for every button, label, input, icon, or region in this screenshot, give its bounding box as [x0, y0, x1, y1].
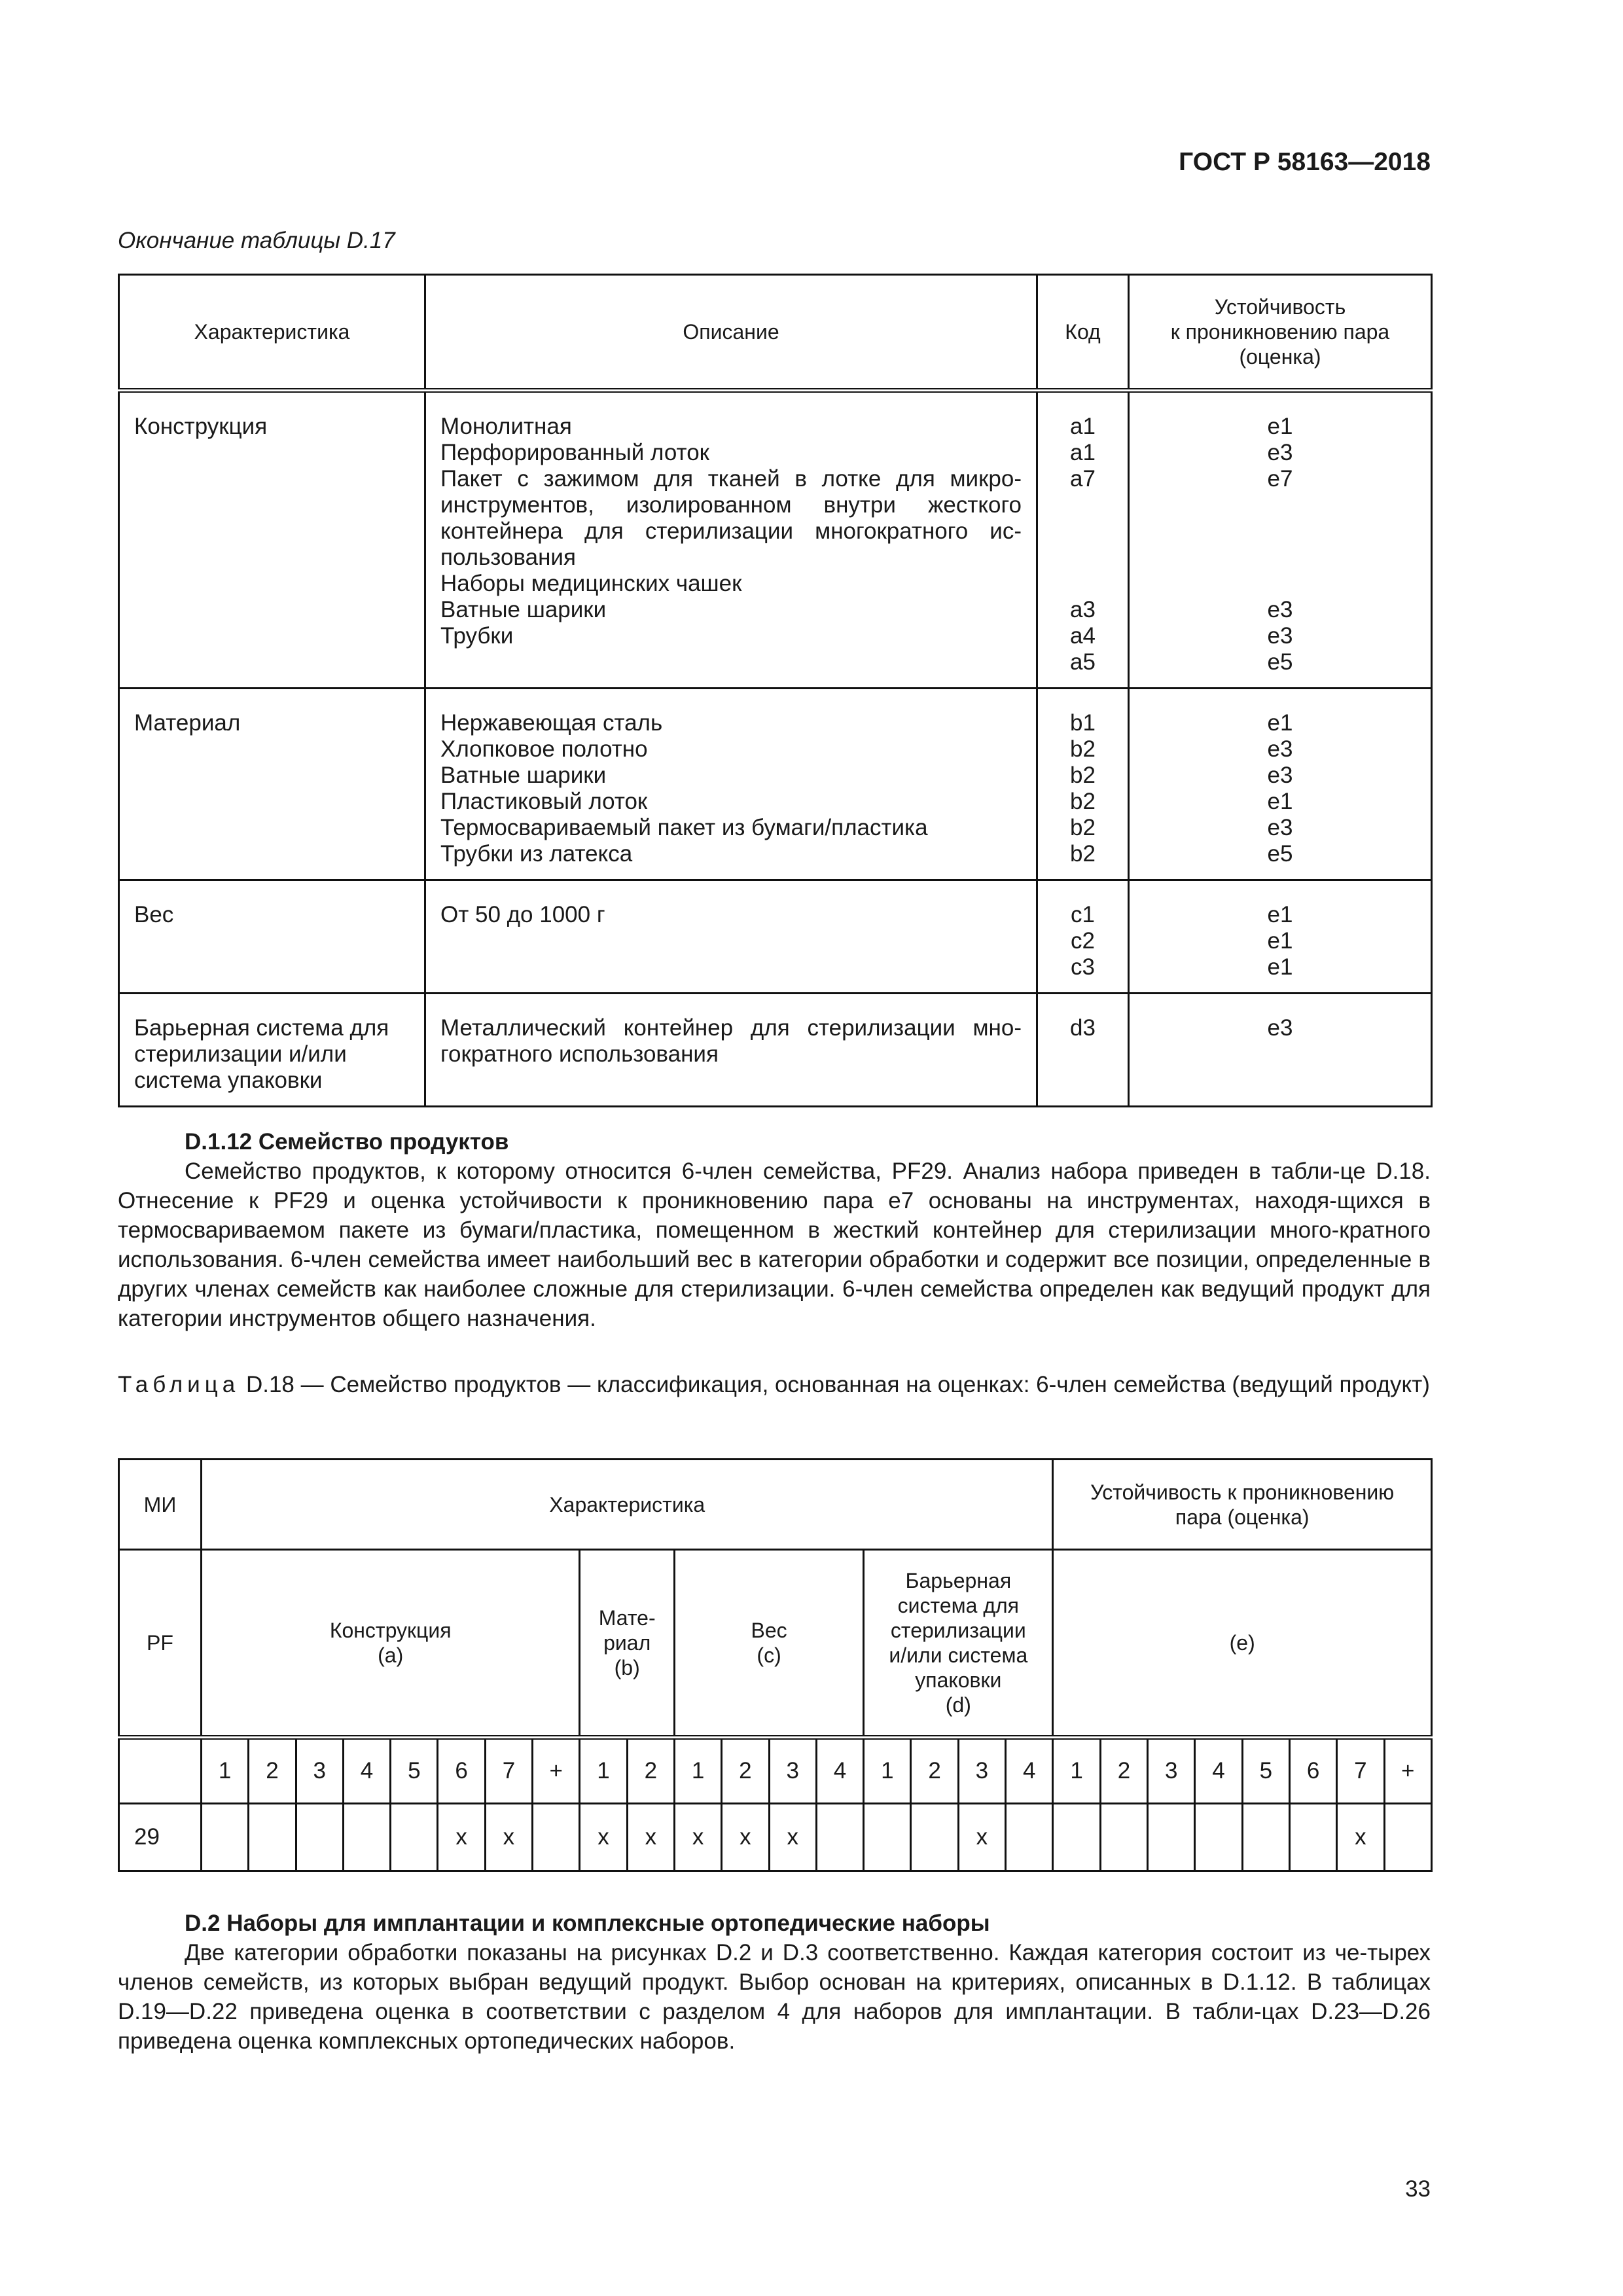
- cell-results: e3: [1129, 994, 1432, 1107]
- cell-characteristic: Конструкция: [119, 391, 425, 689]
- col-number: 1: [1053, 1738, 1100, 1804]
- col-number: 3: [958, 1738, 1005, 1804]
- col-number: 4: [343, 1738, 390, 1804]
- table-d18-caption: Таблица D.18 — Семейство продуктов — классификация, основанная на оценках: 6-член семейства (ведущий продукт): [118, 1372, 1430, 1397]
- col-number: 4: [1195, 1738, 1242, 1804]
- page-number: 33: [1405, 2176, 1431, 2202]
- mark-cell: [249, 1804, 296, 1871]
- group-material: Мате- риал (b): [580, 1550, 675, 1738]
- table-row: [119, 880, 1432, 994]
- mark-cell: [864, 1804, 911, 1871]
- col-number: 1: [580, 1738, 627, 1804]
- col-number: 4: [816, 1738, 863, 1804]
- mark-cell: [296, 1804, 343, 1871]
- col-number: 5: [391, 1738, 438, 1804]
- cell-description: От 50 до 1000 г: [425, 880, 1037, 994]
- header-resistance: Устойчивость к проникновению пара (оценка): [1053, 1460, 1431, 1550]
- col-number: 2: [722, 1738, 769, 1804]
- group-resistance: (e): [1053, 1550, 1431, 1738]
- mark-cell: [391, 1804, 438, 1871]
- col-number: 2: [627, 1738, 674, 1804]
- table-d17-continuation: [118, 274, 1433, 1107]
- col-number: 2: [911, 1738, 958, 1804]
- table-d18: [118, 1458, 1433, 1872]
- mark-cell: x: [769, 1804, 816, 1871]
- mark-cell: [1384, 1804, 1431, 1871]
- pf-value: 29: [119, 1804, 202, 1871]
- mark-cell: x: [722, 1804, 769, 1871]
- col-number: 3: [1148, 1738, 1195, 1804]
- mark-cell: x: [438, 1804, 485, 1871]
- mark-cell: x: [580, 1804, 627, 1871]
- cell-description: Нержавеющая сталь Хлопковое полотно Ватные шарики Пластиковый лоток Термосвариваемый пакет из бумаги/пластика Трубки из латекса: [425, 689, 1037, 880]
- mark-cell: x: [485, 1804, 532, 1871]
- document-header: ГОСТ Р 58163—2018: [1179, 148, 1431, 176]
- mark-cell: x: [958, 1804, 1005, 1871]
- mark-cell: [343, 1804, 390, 1871]
- mark-cell: [1148, 1804, 1195, 1871]
- header-resistance: Устойчивость к проникновению пара (оценка): [1129, 275, 1432, 391]
- cell-codes: c1 c2 c3: [1037, 880, 1129, 994]
- mark-cell: [1100, 1804, 1147, 1871]
- col-number: 4: [1006, 1738, 1053, 1804]
- group-weight: Вес (c): [674, 1550, 863, 1738]
- empty-cell: [119, 1738, 202, 1804]
- col-number: 7: [1337, 1738, 1384, 1804]
- col-number: 1: [674, 1738, 721, 1804]
- mark-cell: [1195, 1804, 1242, 1871]
- col-number: 6: [1289, 1738, 1336, 1804]
- column-numbers-row: [119, 1738, 1432, 1804]
- mark-cell: [533, 1804, 580, 1871]
- table-continuation-caption: Окончание таблицы D.17: [118, 228, 395, 253]
- cell-characteristic: Барьерная система для стерилизации и/или система упаковки: [119, 994, 425, 1107]
- col-number: +: [533, 1738, 580, 1804]
- mark-cell: x: [1337, 1804, 1384, 1871]
- mark-cell: [1006, 1804, 1053, 1871]
- col-number: 1: [202, 1738, 249, 1804]
- col-number: 3: [296, 1738, 343, 1804]
- cell-description: Монолитная Перфорированный лоток Пакет с зажимом для тканей в лотке для микро-инструментов, изолированном внутри жесткого контейнера для стерилизации многократного ис-пользования Наборы медицинских чашек Ватные шарики Трубки: [425, 391, 1037, 689]
- header-pf: PF: [119, 1550, 202, 1738]
- header-description: Описание: [425, 275, 1037, 391]
- header-characteristic: Характеристика: [119, 275, 425, 391]
- header-mi: МИ: [119, 1460, 202, 1550]
- col-number: 7: [485, 1738, 532, 1804]
- section-d112: [118, 1127, 1431, 1333]
- cell-codes: a1 a1 a7 a3 a4 a5: [1037, 391, 1129, 689]
- header-characteristic: Характеристика: [202, 1460, 1053, 1550]
- cell-characteristic: Вес: [119, 880, 425, 994]
- col-number: 1: [864, 1738, 911, 1804]
- table-row: [119, 689, 1432, 880]
- table-row: [119, 391, 1432, 689]
- mark-cell: [911, 1804, 958, 1871]
- mark-cell: x: [674, 1804, 721, 1871]
- cell-description: Металлический контейнер для стерилизации мно-гократного использования: [425, 994, 1037, 1107]
- col-number: 6: [438, 1738, 485, 1804]
- cell-results: e1 e3 e3 e1 e3 e5: [1129, 689, 1432, 880]
- cell-results: e1 e3 e7 e3 e3 e5: [1129, 391, 1432, 689]
- cell-results: e1 e1 e1: [1129, 880, 1432, 994]
- col-number: 3: [769, 1738, 816, 1804]
- col-number: 2: [1100, 1738, 1147, 1804]
- table-row: [119, 994, 1432, 1107]
- col-number: 5: [1242, 1738, 1289, 1804]
- section-title: D.2 Наборы для имплантации и комплексные ортопедические наборы: [185, 1910, 990, 1936]
- group-construction: Конструкция (a): [202, 1550, 580, 1738]
- section-d2: [118, 1909, 1431, 2056]
- mark-cell: [816, 1804, 863, 1871]
- cell-codes: d3: [1037, 994, 1129, 1107]
- mark-cell: [1242, 1804, 1289, 1871]
- cell-characteristic: Материал: [119, 689, 425, 880]
- table-row: [119, 1804, 1432, 1871]
- cell-codes: b1 b2 b2 b2 b2 b2: [1037, 689, 1129, 880]
- group-barrier: Барьерная система для стерилизации и/или система упаковки (d): [864, 1550, 1053, 1738]
- section-title: D.1.12 Семейство продуктов: [185, 1129, 509, 1155]
- col-number: +: [1384, 1738, 1431, 1804]
- section-text: Две категории обработки показаны на рисунках D.2 и D.3 соответственно. Каждая категория состоит из че-тырех членов семейств, из которых выбран ведущий продукт. Выбор основан на критериях, описанных в D.1.12. В таблицах D.19—D.22 приведена оценка в соответствии с разделом 4 для наборов для имплантации. В табли-цах D.23—D.26 приведена оценка комплексных ортопедических наборов.: [118, 1940, 1431, 2054]
- section-text: Семейство продуктов, к которому относится 6-член семейства, PF29. Анализ набора приведен в табли-це D.18. Отнесение к PF29 и оценка устойчивости к проникновению пара е7 основаны на инструментах, находя-щихся в термосвариваемом пакете из бумаги/пластика, помещенном в жесткий контейнер для стерилизации много-кратного использования. 6-член семейства имеет наибольший вес в категории обработки и содержит все позиции, определенные в других членах семейств как наиболее сложные для стерилизации. 6-член семейства определен как ведущий продукт для категории инструментов общего назначения.: [118, 1158, 1431, 1331]
- mark-cell: x: [627, 1804, 674, 1871]
- col-number: 2: [249, 1738, 296, 1804]
- mark-cell: [1289, 1804, 1336, 1871]
- mark-cell: [1053, 1804, 1100, 1871]
- mark-cell: [202, 1804, 249, 1871]
- header-code: Код: [1037, 275, 1129, 391]
